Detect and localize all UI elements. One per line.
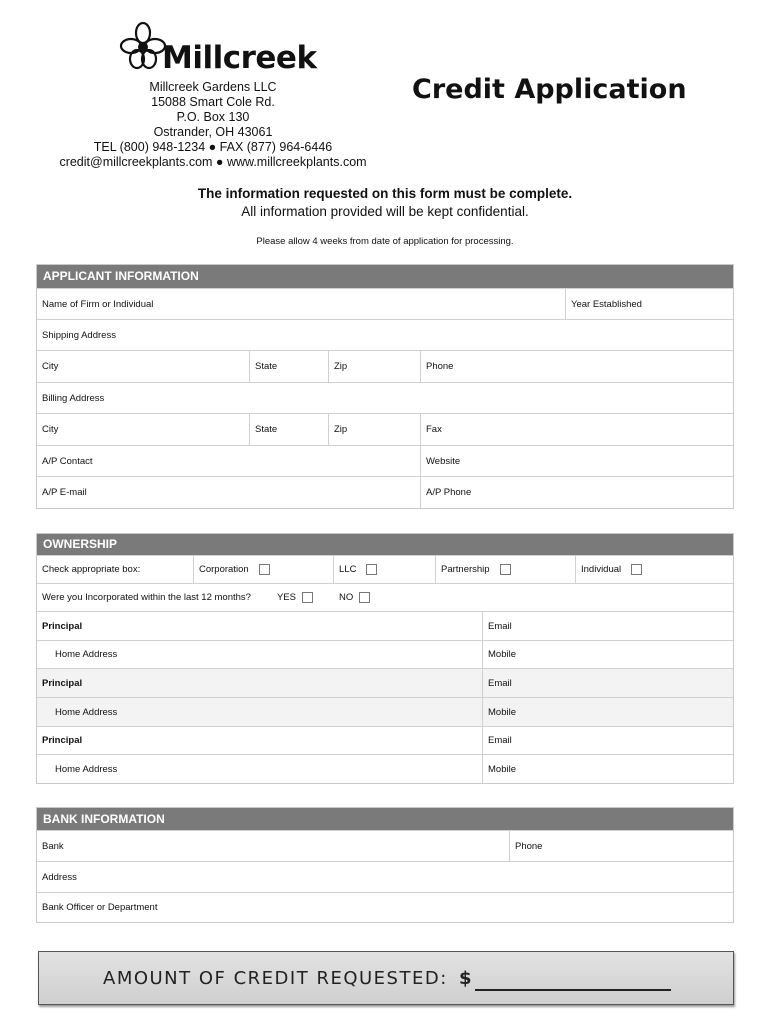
field-label: Zip xyxy=(334,424,348,435)
ap-email-field[interactable] xyxy=(37,477,420,508)
partnership-checkbox[interactable] xyxy=(500,564,511,575)
principal-3-field[interactable] xyxy=(37,727,482,754)
field-label: Fax xyxy=(426,424,442,435)
principal-2-field[interactable] xyxy=(37,669,482,697)
yes-label: YES xyxy=(276,592,296,603)
shipping-zip-field[interactable] xyxy=(328,351,420,382)
principal-3-mobile-field[interactable] xyxy=(482,755,733,783)
bank-name-field[interactable] xyxy=(37,831,509,861)
billing-zip-field[interactable] xyxy=(328,414,420,445)
website-field[interactable] xyxy=(420,446,733,476)
form-row xyxy=(37,892,733,922)
notice-confidential: All information provided will be kept confidential. xyxy=(241,204,529,219)
shipping-state-field[interactable] xyxy=(249,351,328,382)
billing-address-field[interactable] xyxy=(37,383,733,413)
form-row xyxy=(37,445,733,476)
field-label: City xyxy=(42,424,59,435)
principal-1-field[interactable] xyxy=(37,612,482,640)
field-label: Address xyxy=(42,871,77,883)
principal-1-mobile-field[interactable] xyxy=(482,641,733,668)
yes-checkbox[interactable] xyxy=(302,592,313,603)
field-label: State xyxy=(255,424,278,435)
field-label: Check appropriate box: xyxy=(42,564,141,575)
principal-row xyxy=(37,668,733,697)
no-label: NO xyxy=(338,592,354,603)
principal-1-email-field[interactable] xyxy=(482,612,733,640)
principal-2-email-field[interactable] xyxy=(482,669,733,697)
field-label: Phone xyxy=(426,361,454,372)
document-header xyxy=(0,0,770,180)
bank-phone-field[interactable] xyxy=(509,831,733,861)
field-label: Phone xyxy=(515,840,543,852)
field-label: Mobile xyxy=(488,763,516,775)
notice-processing-time: Please allow 4 weeks from date of application for processing. xyxy=(256,236,514,247)
field-label: Billing Address xyxy=(42,392,105,404)
principal-2-home-address-field[interactable] xyxy=(37,698,482,726)
page-title: Credit Application xyxy=(412,74,687,105)
home-address-row xyxy=(37,697,733,726)
field-label: Mobile xyxy=(488,706,516,718)
no-checkbox[interactable] xyxy=(359,592,370,603)
billing-state-field[interactable] xyxy=(249,414,328,445)
company-city: Ostrander, OH 43061 xyxy=(153,125,273,139)
field-label: Shipping Address xyxy=(42,329,116,341)
dollar-sign: $ xyxy=(459,968,472,989)
field-label: Mobile xyxy=(488,649,516,660)
field-label: Year Established xyxy=(571,298,642,310)
field-label: City xyxy=(42,361,59,372)
field-label: A/P Contact xyxy=(42,455,93,467)
field-label: Home Address xyxy=(55,763,118,775)
field-label: Home Address xyxy=(55,706,118,718)
field-label: Bank xyxy=(42,840,64,852)
notice-complete: The information requested on this form must be complete. xyxy=(197,186,573,201)
company-email-web: credit@millcreekplants.com ● www.millcreekplants.com xyxy=(59,155,367,169)
bank-address-field[interactable] xyxy=(37,862,733,892)
principal-row xyxy=(37,611,733,640)
llc-checkbox[interactable] xyxy=(366,564,377,575)
principal-row xyxy=(37,726,733,754)
llc-option[interactable] xyxy=(333,556,435,583)
ap-phone-field[interactable] xyxy=(420,477,733,508)
ap-contact-field[interactable] xyxy=(37,446,420,476)
corporation-checkbox[interactable] xyxy=(259,564,270,575)
company-name: Millcreek Gardens LLC xyxy=(149,80,277,94)
flower-icon xyxy=(118,20,168,75)
field-label: Bank Officer or Department xyxy=(42,902,158,913)
company-address-block xyxy=(40,80,386,170)
form-row xyxy=(37,861,733,892)
option-label: Corporation xyxy=(199,564,249,575)
billing-city-field[interactable] xyxy=(37,414,249,445)
principal-1-home-address-field[interactable] xyxy=(37,641,482,668)
principal-3-home-address-field[interactable] xyxy=(37,755,482,783)
check-box-prompt xyxy=(37,556,193,583)
company-street: 15088 Smart Cole Rd. xyxy=(151,95,275,109)
firm-name-field[interactable] xyxy=(37,289,565,319)
field-label: A/P E-mail xyxy=(42,487,87,498)
form-row xyxy=(37,555,733,583)
section-heading: OWNERSHIP xyxy=(37,534,733,555)
field-label: Email xyxy=(488,677,512,689)
field-label: Principal xyxy=(42,735,83,746)
form-row xyxy=(37,288,733,319)
form-row xyxy=(37,350,733,382)
company-po-box: P.O. Box 130 xyxy=(176,110,250,124)
partnership-option[interactable] xyxy=(435,556,575,583)
field-label: Name of Firm or Individual xyxy=(42,298,154,310)
millcreek-logo xyxy=(118,18,318,80)
shipping-address-field[interactable] xyxy=(37,320,733,350)
option-label: Partnership xyxy=(441,564,490,575)
applicant-information-section xyxy=(36,264,734,509)
home-address-row xyxy=(37,640,733,668)
shipping-city-field[interactable] xyxy=(37,351,249,382)
credit-amount-label: AMOUNT OF CREDIT REQUESTED: xyxy=(103,968,448,989)
corporation-option[interactable] xyxy=(193,556,333,583)
form-row xyxy=(37,830,733,861)
ownership-section xyxy=(36,533,734,784)
individual-checkbox[interactable] xyxy=(631,564,642,575)
fax-field[interactable] xyxy=(420,414,733,445)
form-row xyxy=(37,413,733,445)
bank-officer-field[interactable] xyxy=(37,893,733,922)
principal-2-mobile-field[interactable] xyxy=(482,698,733,726)
form-row xyxy=(37,476,733,508)
phone-field[interactable] xyxy=(420,351,733,382)
section-heading: BANK INFORMATION xyxy=(37,808,733,830)
field-label: Zip xyxy=(334,361,348,372)
field-label: Home Address xyxy=(55,649,118,660)
bank-information-section xyxy=(36,807,734,923)
field-label: Email xyxy=(488,735,512,746)
incorporated-question xyxy=(37,584,733,611)
field-label: Email xyxy=(488,620,512,632)
credit-amount-field[interactable] xyxy=(475,989,671,991)
field-label: Principal xyxy=(42,620,83,632)
field-label: State xyxy=(255,361,278,372)
form-row xyxy=(37,382,733,413)
form-row xyxy=(37,319,733,350)
principal-3-email-field[interactable] xyxy=(482,727,733,754)
section-heading: APPLICANT INFORMATION xyxy=(37,265,733,288)
year-established-field[interactable] xyxy=(565,289,733,319)
field-label: Website xyxy=(426,455,461,467)
option-label: Individual xyxy=(581,564,622,575)
credit-amount-box xyxy=(38,951,734,1005)
option-label: LLC xyxy=(339,564,357,575)
field-label: Principal xyxy=(42,677,83,689)
form-row xyxy=(37,583,733,611)
field-label: A/P Phone xyxy=(426,487,472,498)
individual-option[interactable] xyxy=(575,556,733,583)
company-tel-fax: TEL (800) 948-1234 ● FAX (877) 964-6446 xyxy=(93,140,333,154)
home-address-row xyxy=(37,754,733,783)
logo-wordmark: Millcreek xyxy=(162,40,317,76)
field-label: Were you Incorporated within the last 12 months? xyxy=(42,592,251,603)
